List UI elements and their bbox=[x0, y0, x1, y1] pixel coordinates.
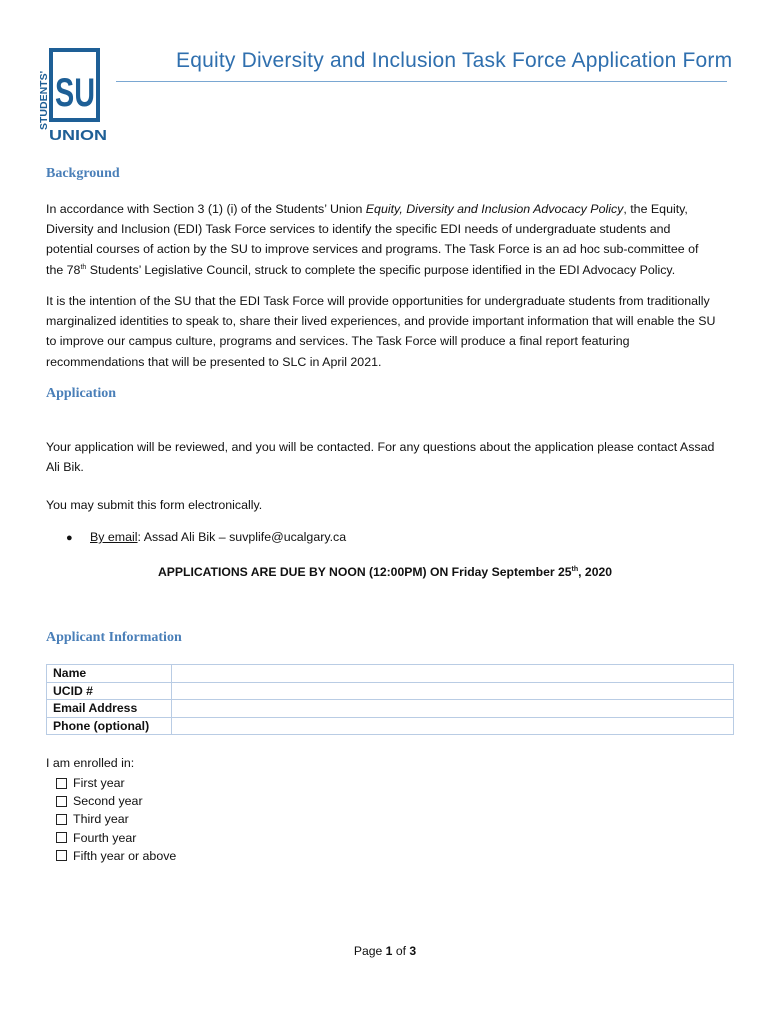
application-paragraph-1: Your application will be reviewed, and you will be contacted. For any questions about the application please contact Assad Ali Bik. bbox=[46, 440, 715, 475]
table-row bbox=[47, 700, 734, 718]
bg-p1-sup: th bbox=[80, 263, 87, 271]
option-second-year[interactable] bbox=[56, 792, 176, 810]
email-contact-text: : Assad Ali Bik – suvplife@ucalgary.ca bbox=[137, 530, 347, 544]
bg-p1-c: Students’ Legislative Council, struck to complete the specific purpose identified in the EDI Advocacy Policy. bbox=[86, 262, 676, 277]
checkbox[interactable] bbox=[56, 832, 67, 843]
checkbox[interactable] bbox=[56, 814, 67, 825]
background-heading: Background bbox=[46, 166, 120, 181]
name-field[interactable] bbox=[172, 665, 734, 683]
enrolled-label: I am enrolled in: bbox=[46, 756, 135, 770]
policy-name: Equity, Diversity and Inclusion Advocacy Policy bbox=[365, 202, 624, 216]
form-title: Equity Diversity and Inclusion Task Force Application Form bbox=[176, 49, 733, 72]
applicant-info-table bbox=[46, 664, 734, 735]
bg-p1-b: , the Equity, Diversity and Inclusion (EDI) Task Force services to identify the specific EDI needs of undergraduate students and potential courses of action by the SU to improve services and programs. The Task Force is an ad hoc sub-committee of the 78 bbox=[46, 202, 699, 277]
page-current: 1 bbox=[385, 944, 393, 958]
background-paragraph-2: It is the intention of the SU that the EDI Task Force will provide opportunities for undergraduate students from traditionally marginalized identities to speak to, share their lived experiences, and provide important information that will enable the SU to improve our campus culture, programs and services. The Task Force will produce a final report featuring recommendations that will be presented to SLC in April 2021. bbox=[46, 294, 716, 369]
logo-text-students: STUDENTS' bbox=[38, 70, 50, 130]
email-label: Email Address bbox=[47, 700, 172, 718]
option-label: Fourth year bbox=[73, 830, 137, 845]
deadline-b: , 2020 bbox=[578, 565, 613, 579]
option-label: Second year bbox=[73, 794, 143, 809]
option-label: Third year bbox=[73, 812, 129, 827]
logo-text-su: SU bbox=[55, 71, 95, 115]
application-paragraph-2: You may submit this form electronically. bbox=[46, 498, 263, 512]
email-bullet bbox=[66, 530, 346, 544]
option-third-year[interactable] bbox=[56, 810, 176, 828]
table-row bbox=[47, 665, 734, 683]
background-paragraph-1 bbox=[46, 199, 718, 280]
page-total: 3 bbox=[409, 944, 417, 958]
title-underline bbox=[116, 81, 727, 82]
logo-text-union: UNION bbox=[49, 127, 107, 144]
bg-p1-a: In accordance with Section 3 (1) (i) of the Students’ Union bbox=[46, 202, 366, 216]
option-first-year[interactable] bbox=[56, 774, 176, 792]
deadline-a: APPLICATIONS ARE DUE BY NOON (12:00PM) ON Friday September 25 bbox=[157, 565, 572, 579]
phone-field[interactable] bbox=[172, 717, 734, 735]
table-row bbox=[47, 682, 734, 700]
page-prefix: Page bbox=[353, 944, 386, 958]
option-label: First year bbox=[73, 776, 125, 790]
option-fifth-year[interactable] bbox=[56, 847, 176, 865]
deadline-notice bbox=[0, 565, 770, 579]
checkbox[interactable] bbox=[56, 796, 67, 807]
by-email-link[interactable]: By email bbox=[90, 530, 138, 544]
option-label: Fifth year or above bbox=[73, 848, 177, 863]
name-label: Name bbox=[47, 665, 172, 683]
email-field[interactable] bbox=[172, 700, 734, 718]
applicant-info-heading: Applicant Information bbox=[46, 630, 182, 645]
enrollment-options bbox=[56, 774, 176, 865]
ucid-label: UCID # bbox=[47, 682, 172, 700]
table-row bbox=[47, 717, 734, 735]
option-fourth-year[interactable] bbox=[56, 829, 176, 847]
page-number bbox=[0, 944, 770, 958]
bullet-icon: ● bbox=[66, 532, 73, 544]
students-union-logo bbox=[36, 48, 116, 144]
checkbox[interactable] bbox=[56, 850, 67, 861]
page-middle: of bbox=[392, 944, 410, 958]
ucid-field[interactable] bbox=[172, 682, 734, 700]
checkbox[interactable] bbox=[56, 778, 67, 789]
phone-label: Phone (optional) bbox=[47, 717, 172, 735]
deadline-sup: th bbox=[571, 565, 579, 573]
application-heading: Application bbox=[46, 386, 117, 401]
